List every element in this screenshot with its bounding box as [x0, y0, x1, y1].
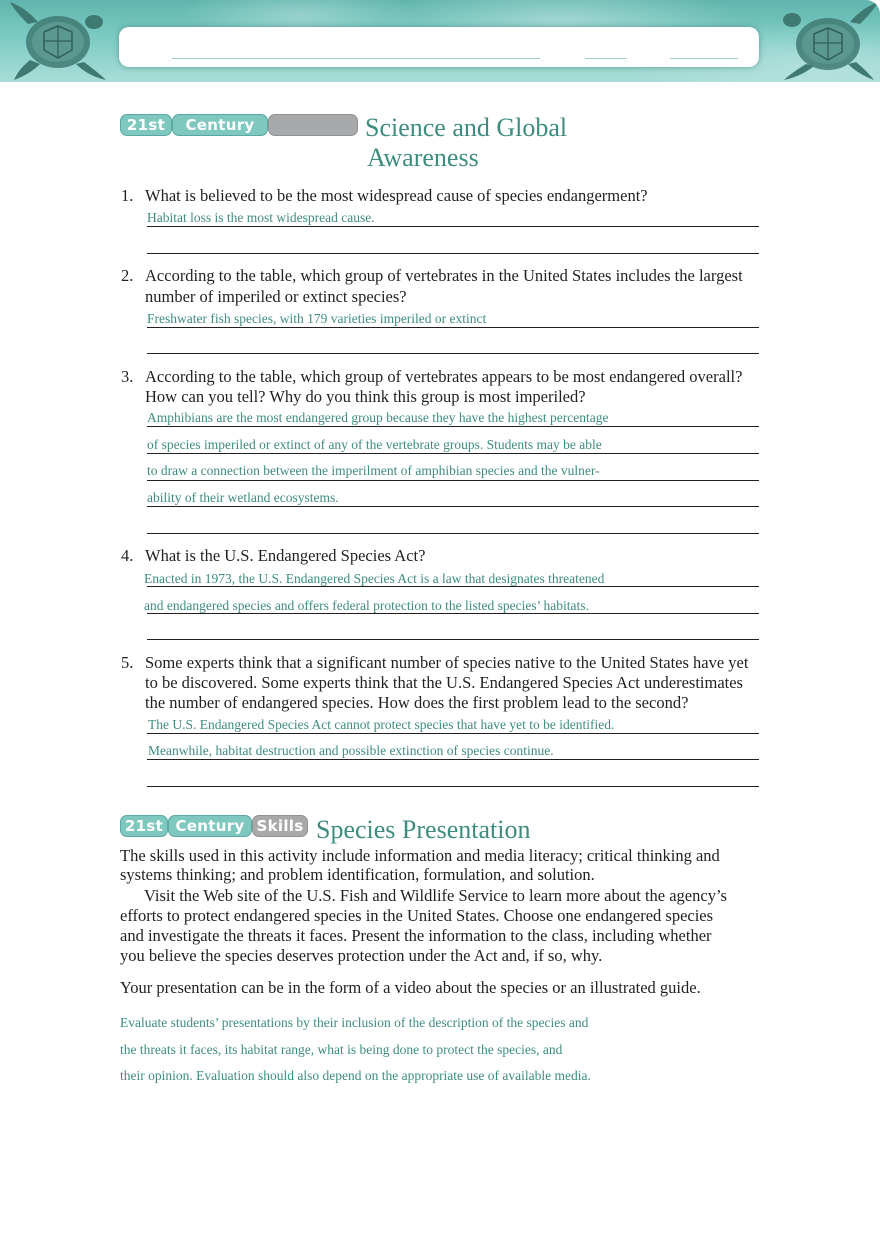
- format-line: Your presentation can be in the form of a video about the species or an illustrated guide.: [120, 978, 701, 997]
- instructions-line: Visit the Web site of the U.S. Fish and Wildlife Service to learn more about the agency’s: [144, 886, 727, 905]
- answer-text: Enacted in 1973, the U.S. Endangered Species Act is a law that designates threatened: [144, 571, 605, 586]
- answer-line: [147, 506, 759, 507]
- answer-text: Amphibians are the most endangered group because they have the highest percentage: [147, 410, 609, 425]
- answer-text: and endangered species and offers federal protection to the listed species’ habitats.: [144, 598, 589, 613]
- answer-line: [147, 586, 759, 587]
- question-number: 5.: [121, 653, 134, 672]
- question-text: What is believed to be the most widespread cause of species endangerment?: [145, 186, 648, 205]
- answer-line: [147, 533, 759, 534]
- answer-line: [147, 639, 759, 640]
- question-number: 2.: [121, 266, 134, 285]
- badge-21st: 21st: [120, 114, 172, 136]
- evaluation-line: the threats it faces, its habitat range, what is being done to protect the species, and: [120, 1042, 563, 1057]
- answer-text: The U.S. Endangered Species Act cannot protect species that have yet to be identified.: [148, 717, 615, 732]
- answer-text: of species imperiled or extinct of any of the vertebrate groups. Students may be able: [147, 437, 602, 452]
- intro-line: systems thinking; and problem identification, formulation, and solution.: [120, 865, 595, 884]
- answer-line: [147, 480, 759, 481]
- answer-line: [147, 453, 759, 454]
- question-number: 1.: [121, 186, 134, 205]
- badge-century: Century: [168, 815, 252, 837]
- badge-21st: 21st: [120, 815, 168, 837]
- question-text: According to the table, which group of vertebrates appears to be most endangered overall?: [145, 367, 743, 386]
- header-banner: [0, 0, 880, 82]
- answer-line: [147, 613, 759, 614]
- instructions-line: and investigate the threats it faces. Present the information to the class, including whether: [120, 926, 712, 945]
- question-text: How can you tell? Why do you think this group is most imperiled?: [145, 387, 586, 406]
- answer-line: [147, 786, 759, 787]
- badge-skills: Skills: [252, 815, 308, 837]
- instructions-line: efforts to protect endangered species in the United States. Choose one endangered species: [120, 906, 714, 925]
- answer-line: [147, 253, 759, 254]
- question-text: According to the table, which group of vertebrates in the United States includes the largest: [145, 266, 743, 285]
- section-title-line1: Science and Global: [365, 113, 568, 142]
- answer-text: Freshwater fish species, with 179 varieties imperiled or extinct: [147, 311, 487, 326]
- question-number: 4.: [121, 546, 134, 565]
- section-title: [365, 113, 567, 173]
- name-line: [172, 58, 540, 59]
- question-text: Some experts think that a significant number of species native to the United States have yet: [145, 653, 749, 672]
- answer-line: [147, 759, 759, 760]
- name-field-box: [119, 27, 759, 67]
- question-text: the number of endangered species. How does the first problem lead to the second?: [145, 693, 689, 712]
- question-text: What is the U.S. Endangered Species Act?: [145, 546, 426, 565]
- answer-text: ability of their wetland ecosystems.: [147, 490, 339, 505]
- instructions-line: you believe the species deserves protection under the Act and, if so, why.: [120, 946, 603, 965]
- answer-line: [147, 327, 759, 328]
- sea-turtle-icon: [8, 0, 108, 82]
- evaluation-line: Evaluate students’ presentations by their inclusion of the description of the species and: [120, 1015, 589, 1030]
- activity-title: Species Presentation: [316, 815, 531, 844]
- question-number: 3.: [121, 367, 134, 386]
- date-line: [670, 58, 738, 59]
- class-line: [585, 58, 627, 59]
- question-text: to be discovered. Some experts think that the U.S. Endangered Species Act underestimates: [145, 673, 743, 692]
- answer-text: Meanwhile, habitat destruction and possible extinction of species continue.: [148, 743, 554, 758]
- answer-line: [147, 353, 759, 354]
- sea-turtle-icon: [770, 0, 880, 82]
- answer-line: [147, 426, 759, 427]
- answer-text: Habitat loss is the most widespread cause.: [147, 210, 375, 225]
- badge-blank: [268, 114, 358, 136]
- section-title-line2: Awareness: [367, 143, 479, 172]
- question-text: number of imperiled or extinct species?: [145, 287, 407, 306]
- intro-line: The skills used in this activity include information and media literacy; critical thinking and: [120, 846, 720, 865]
- answer-text: to draw a connection between the imperilment of amphibian species and the vulner-: [147, 463, 600, 478]
- evaluation-line: their opinion. Evaluation should also depend on the appropriate use of available media.: [120, 1068, 591, 1083]
- answer-line: [147, 226, 759, 227]
- answer-line: [147, 733, 759, 734]
- badge-century: Century: [172, 114, 268, 136]
